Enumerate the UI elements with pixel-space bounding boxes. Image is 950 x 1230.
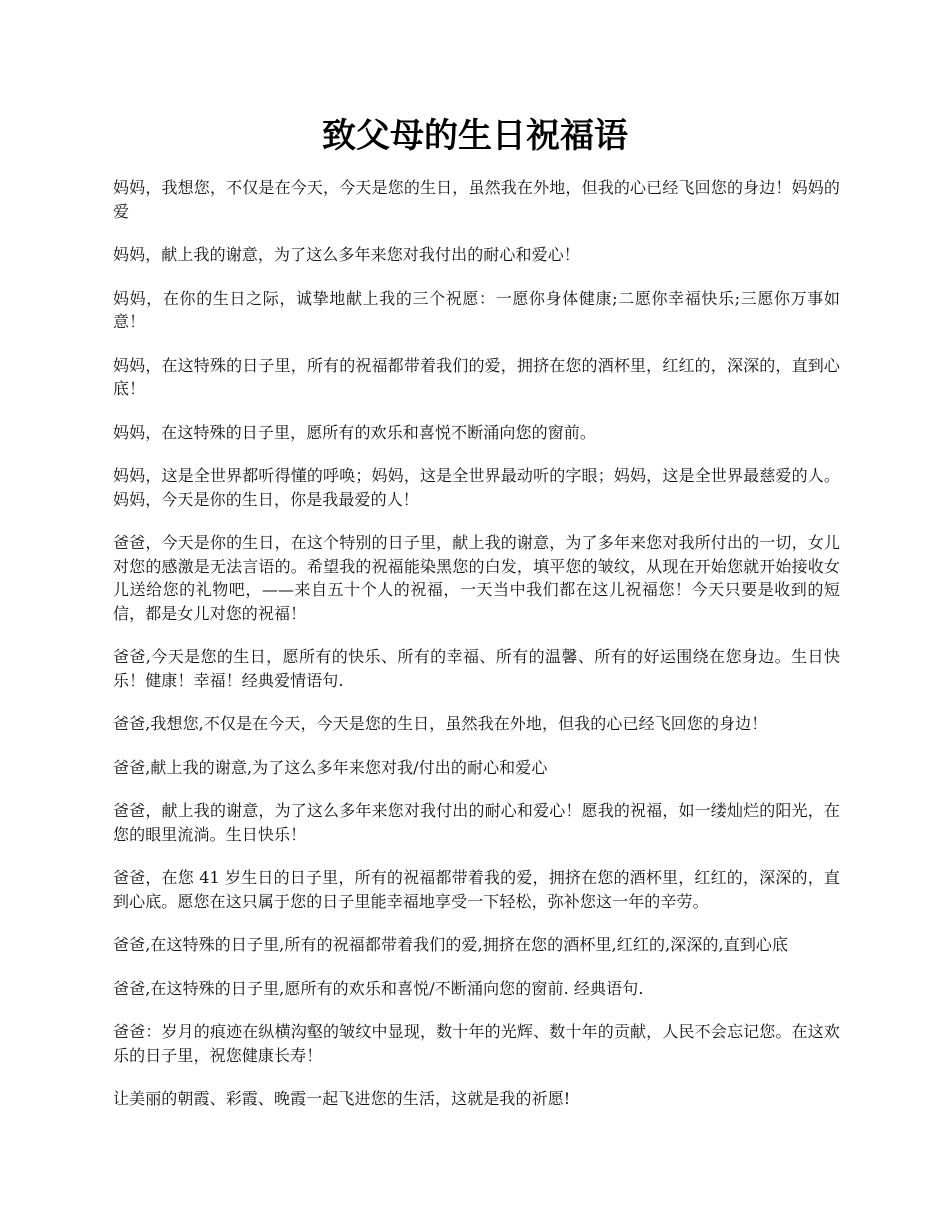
- paragraph: 妈妈，我想您，不仅是在今天，今天是您的生日，虽然我在外地，但我的心已经飞回您的身边！妈妈的爱: [113, 178, 840, 221]
- paragraph: 妈妈，在你的生日之际，诚挚地献上我的三个祝愿：一愿你身体健康;二愿你幸福快乐;三愿你万事如意！: [113, 288, 840, 331]
- paragraph: 爸爸，献上我的谢意，为了这么多年来您对我付出的耐心和爱心！愿我的祝福，如一缕灿烂的阳光，在您的眼里流淌。生日快乐！: [113, 801, 840, 844]
- paragraph: 妈妈，这是全世界都听得懂的呼唤；妈妈，这是全世界最动听的字眼；妈妈，这是全世界最慈爱的人。妈妈，今天是你的生日，你是我最爱的人！: [113, 466, 840, 509]
- paragraph: 妈妈，在这特殊的日子里，愿所有的欢乐和喜悦不断涌向您的窗前。: [113, 422, 597, 442]
- paragraph: 妈妈，献上我的谢意，为了这么多年来您对我付出的耐心和爱心！: [113, 245, 580, 264]
- paragraph: 让美丽的朝霞、彩霞、晚霞一起飞进您的生活，这就是我的祈愿!: [113, 1089, 571, 1108]
- page-title: 致父母的生日祝福语: [322, 116, 628, 156]
- paragraph: 爸爸,我想您,不仅是在今天，今天是您的生日，虽然我在外地，但我的心已经飞回您的身边！: [113, 714, 768, 733]
- paragraph: 爸爸，今天是你的生日，在这个特别的日子里，献上我的谢意，为了多年来您对我所付出的一切，女儿对您的感激是无法言语的。希望我的祝福能染黑您的白发，填平您的皱纹，从现在开始您就开始接收女儿送给您的礼物吧，——来自五十个人的祝福，一天当中我们都在这儿祝福您！今天只要是收到的短信，都是女儿对您的祝福！: [113, 533, 840, 623]
- paragraph: 爸爸,献上我的谢意,为了这么多年来您对我/付出的耐心和爱心: [113, 757, 548, 777]
- paragraph: 爸爸,在这特殊的日子里,所有的祝福都带着我们的爱,拥挤在您的酒杯里,红红的,深深的,直到心底: [113, 935, 789, 954]
- paragraph: 爸爸：岁月的痕迹在纵横沟壑的皱纹中显现，数十年的光辉、数十年的贡献，人民不会忘记您。在这欢乐的日子里，祝您健康长寿！: [113, 1022, 840, 1065]
- paragraph: 妈妈，在这特殊的日子里，所有的祝福都带着我们的爱，拥挤在您的酒杯里，红红的，深深的，直到心底！: [113, 355, 840, 398]
- document-body: [113, 176, 840, 1131]
- paragraph: 爸爸,今天是您的生日，愿所有的快乐、所有的幸福、所有的温馨、所有的好运围绕在您身边。生日快乐！健康！幸福！经典爱情语句.: [113, 647, 840, 690]
- paragraph: 爸爸,在这特殊的日子里,愿所有的欢乐和喜悦/不断涌向您的窗前. 经典语句.: [113, 978, 644, 998]
- paragraph: 爸爸，在您 41 岁生日的日子里，所有的祝福都带着我的爱，拥挤在您的酒杯里，红红的，深深的，直到心底。愿您在这只属于您的日子里能幸福地享受一下轻松，弥补您这一年的辛劳。: [113, 868, 840, 911]
